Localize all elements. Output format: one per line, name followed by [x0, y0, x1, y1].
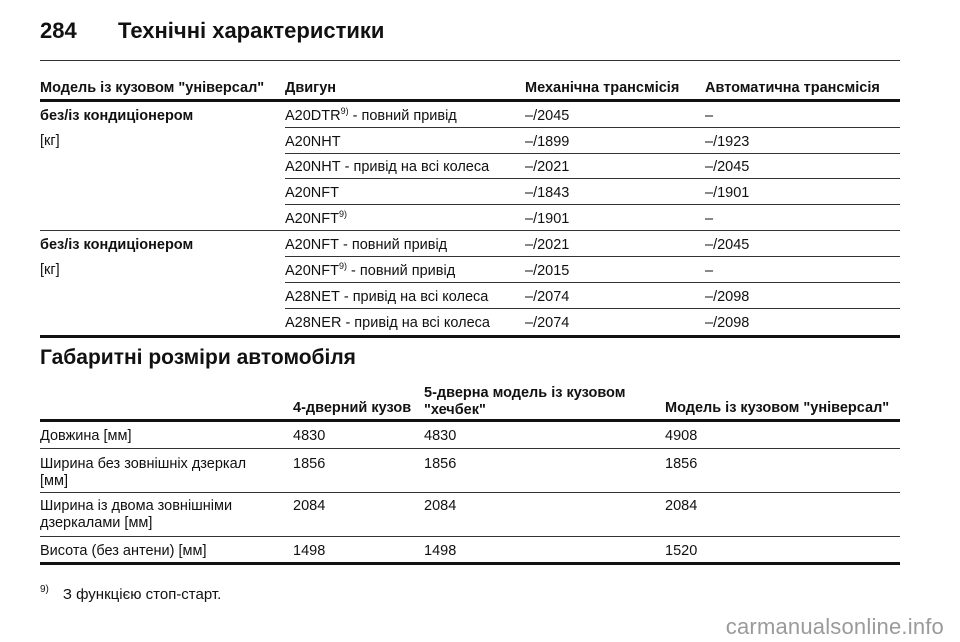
t1-g1-unit: [кг] — [40, 133, 60, 149]
t2-r1-v2: 4830 — [424, 428, 457, 444]
t1-col-manual: Механічна трансмісія — [525, 80, 680, 96]
t1-g1-r4-engine: A20NFT — [285, 185, 339, 201]
t1-col-auto: Автоматична трансмісія — [705, 80, 880, 96]
t2-row-rule — [40, 492, 900, 493]
t2-row-rule — [40, 448, 900, 449]
t2-col-wagon: Модель із кузовом "універсал" — [665, 400, 890, 416]
t1-g1-r4-manual: –/1843 — [525, 185, 570, 201]
t1-g1-r5-auto: – — [705, 211, 714, 227]
t1-row-rule — [285, 127, 900, 128]
t1-g1-r4-auto: –/1901 — [705, 185, 750, 201]
header-divider — [40, 60, 900, 61]
t1-g2-r3-engine: A28NET - привід на всі колеса — [285, 289, 489, 305]
t1-g1-r2-engine: A20NHT — [285, 134, 341, 150]
t1-g2-r4-auto: –/2098 — [705, 315, 750, 331]
t2-r1-v1: 4830 — [293, 428, 326, 444]
t1-header-rule — [40, 99, 900, 102]
t1-row-rule — [285, 256, 900, 257]
t1-g2-unit: [кг] — [40, 262, 60, 278]
page-number: 284 — [40, 18, 77, 43]
section-title: Габаритні розміри автомобіля — [40, 346, 356, 369]
t2-r4-v2: 1498 — [424, 543, 457, 559]
t1-col-engine: Двигун — [285, 80, 337, 96]
t1-col-model: Модель із кузовом "універсал" — [40, 80, 265, 96]
t1-g2-r3-auto: –/2098 — [705, 289, 750, 305]
watermark: carmanualsonline.info — [725, 614, 944, 639]
t1-g1-r3-engine: A20NHT - привід на всі колеса — [285, 159, 490, 175]
t2-r2-v2: 1856 — [424, 456, 457, 472]
t1-g2-r4-engine: A28NER - привід на всі колеса — [285, 315, 490, 331]
t1-row-rule — [285, 282, 900, 283]
t1-g1-r3-auto: –/2045 — [705, 159, 750, 175]
t1-bottom-rule — [40, 335, 900, 338]
t1-g2-r2-engine: A20NFT$^{9)}$ - повний привід — [285, 261, 456, 279]
t1-g2-r4-manual: –/2074 — [525, 315, 570, 331]
t2-r4-label: Висота (без антени) [мм] — [40, 543, 207, 559]
t1-g1-r5-engine: A20NFT$^{9)}$ — [285, 209, 348, 227]
t2-r3-v2: 2084 — [424, 498, 457, 514]
t2-bottom-rule — [40, 562, 900, 565]
t1-g1-r2-manual: –/1899 — [525, 134, 570, 150]
page-title: Технічні характеристики — [118, 18, 385, 43]
t1-row-rule — [285, 178, 900, 179]
t1-g2-r2-auto: – — [705, 263, 714, 279]
page-header — [40, 18, 920, 48]
footnote-marker: 9) — [40, 584, 49, 595]
t1-g1-r2-auto: –/1923 — [705, 134, 750, 150]
t1-row-rule — [285, 153, 900, 154]
t2-r3-v1: 2084 — [293, 498, 326, 514]
t2-col-hatchback: 5-дверна модель із кузовом "хечбек" — [424, 385, 626, 418]
footnote-text: З функцією стоп-старт. — [62, 586, 222, 603]
t2-r2-label: Ширина без зовнішніх дзеркал [мм] — [40, 456, 247, 489]
t1-g2-label: без/із кондиціонером — [40, 237, 194, 253]
t2-r4-v1: 1498 — [293, 543, 326, 559]
t2-r1-v3: 4908 — [665, 428, 698, 444]
t2-r3-label: Ширина із двома зовнішніми дзеркалами [мм] — [40, 498, 233, 531]
t2-header-rule — [40, 419, 900, 422]
t1-g1-r3-manual: –/2021 — [525, 159, 570, 175]
footnote — [40, 586, 221, 603]
t1-g1-r1-auto: – — [705, 108, 714, 124]
t1-group-rule — [40, 230, 900, 231]
t2-r1-label: Довжина [мм] — [40, 428, 132, 444]
t2-r2-v1: 1856 — [293, 456, 326, 472]
t1-row-rule — [285, 204, 900, 205]
t2-r3-v3: 2084 — [665, 498, 698, 514]
t2-col-4door: 4-дверний кузов — [293, 400, 412, 416]
t1-g2-r2-manual: –/2015 — [525, 263, 570, 279]
t2-r2-v3: 1856 — [665, 456, 698, 472]
t1-g1-r5-manual: –/1901 — [525, 211, 570, 227]
t1-g2-r1-manual: –/2021 — [525, 237, 570, 253]
t1-row-rule — [285, 308, 900, 309]
t2-row-rule — [40, 536, 900, 537]
t1-g1-label: без/із кондиціонером — [40, 108, 194, 124]
t1-g2-r1-engine: A20NFT - повний привід — [285, 237, 448, 253]
t1-g1-r1-manual: –/2045 — [525, 108, 570, 124]
t1-g2-r1-auto: –/2045 — [705, 237, 750, 253]
t1-g2-r3-manual: –/2074 — [525, 289, 570, 305]
t1-g1-r1-engine: A20DTR$^{9)}$ - повний привід — [285, 106, 457, 124]
t2-r4-v3: 1520 — [665, 543, 698, 559]
